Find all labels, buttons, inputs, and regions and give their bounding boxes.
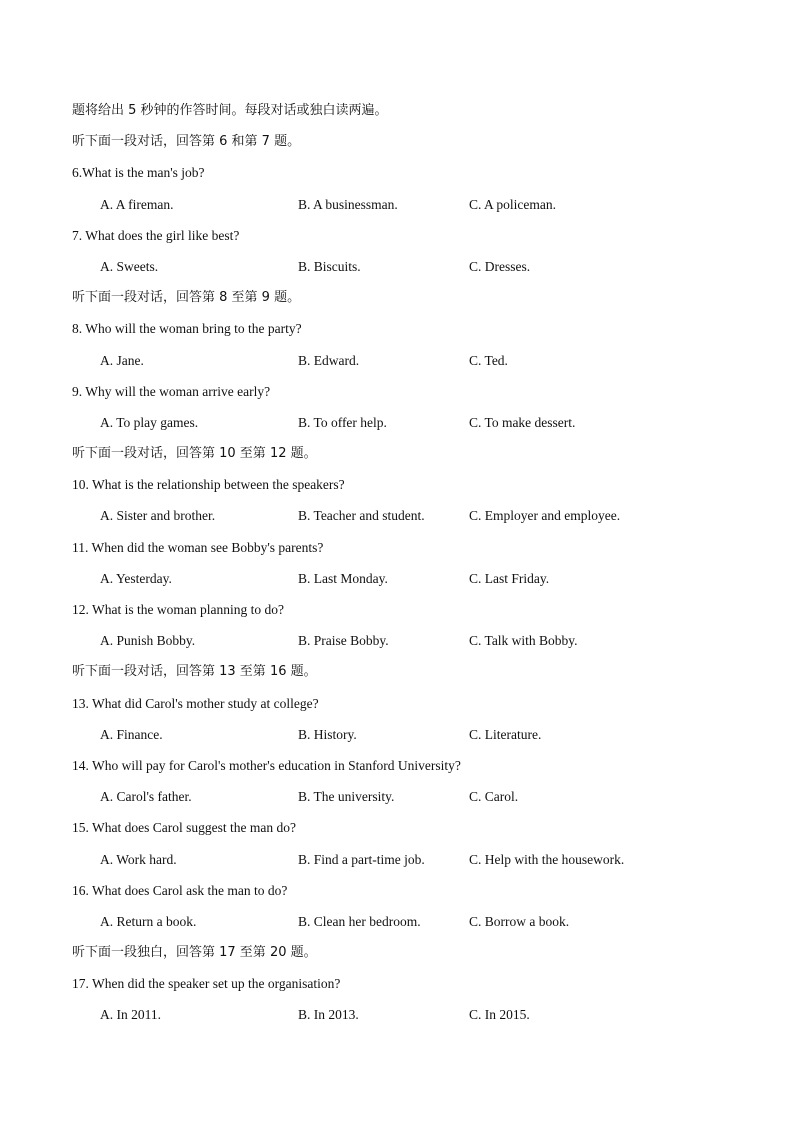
option-a: A. Sweets.	[100, 258, 159, 274]
question-text: 13. What did Carol's mother study at college?	[72, 695, 319, 711]
section-instruction: 听下面一段对话，回答第 10 至第 12 题。	[72, 446, 317, 462]
question-text: 9. Why will the woman arrive early?	[72, 383, 271, 399]
option-c: C. Borrow a book.	[469, 913, 570, 929]
option-a: A. Finance.	[100, 726, 163, 742]
answer-options	[72, 1005, 752, 1036]
section-instruction: 听下面一段对话，回答第 8 至第 9 题。	[72, 290, 301, 306]
option-b: B. Biscuits.	[298, 258, 361, 274]
option-c: C. Ted.	[469, 352, 508, 368]
section-instruction: 听下面一段对话，回答第 13 至第 16 题。	[72, 664, 317, 680]
option-c: C. To make dessert.	[469, 414, 576, 430]
option-c: C. In 2015.	[469, 1007, 530, 1023]
option-a: A. Yesterday.	[100, 570, 172, 586]
option-b: B. A businessman.	[298, 196, 398, 212]
option-c: C. Literature.	[469, 726, 542, 742]
option-c: C. Last Friday.	[469, 570, 550, 586]
option-a: A. In 2011.	[100, 1007, 161, 1023]
option-b: B. Teacher and student.	[298, 508, 425, 524]
option-b: B. Praise Bobby.	[298, 633, 389, 649]
option-c: C. Talk with Bobby.	[469, 633, 578, 649]
answer-options	[72, 912, 752, 943]
section-instruction: 听下面一段独白，回答第 17 至第 20 题。	[72, 945, 317, 961]
option-c: C. Dresses.	[469, 258, 531, 274]
option-b: B. Clean her bedroom.	[298, 913, 421, 929]
option-a: A. Work hard.	[100, 851, 177, 867]
answer-options	[72, 257, 752, 288]
answer-options	[72, 195, 752, 226]
question-text: 16. What does Carol ask the man to do?	[72, 882, 288, 898]
answer-options	[72, 506, 752, 537]
option-b: B. In 2013.	[298, 1007, 359, 1023]
section-instruction: 题将给出 5 秒钟的作答时间。每段对话或独白读两遍。	[72, 103, 388, 118]
option-a: A. Return a book.	[100, 913, 197, 929]
question-text: 17. When did the speaker set up the organisation?	[72, 976, 341, 992]
option-a: A. Sister and brother.	[100, 508, 216, 524]
answer-options	[72, 631, 752, 662]
answer-options	[72, 725, 752, 756]
exam-page	[72, 101, 752, 1037]
question-text: 11. When did the woman see Bobby's parents?	[72, 539, 324, 555]
option-a: A. Carol's father.	[100, 789, 192, 805]
option-c: C. A policeman.	[469, 196, 556, 212]
option-b: B. History.	[298, 726, 357, 742]
option-a: A. A fireman.	[100, 196, 174, 212]
option-a: A. Jane.	[100, 352, 144, 368]
option-b: B. The university.	[298, 789, 395, 805]
answer-options	[72, 850, 752, 881]
question-text: 15. What does Carol suggest the man do?	[72, 820, 296, 836]
answer-options	[72, 413, 752, 444]
answer-options	[72, 351, 752, 382]
option-c: C. Employer and employee.	[469, 508, 621, 524]
option-a: A. Punish Bobby.	[100, 633, 196, 649]
question-text: 8. Who will the woman bring to the party?	[72, 321, 302, 337]
question-text: 14. Who will pay for Carol's mother's education in Stanford University?	[72, 757, 461, 773]
answer-options	[72, 569, 752, 600]
question-text: 12. What is the woman planning to do?	[72, 602, 284, 617]
option-b: B. Edward.	[298, 352, 360, 368]
question-text: 7. What does the girl like best?	[72, 227, 240, 243]
question-text: 10. What is the relationship between the speakers?	[72, 477, 345, 493]
question-text: 6.What is the man's job?	[72, 165, 205, 181]
option-c: C. Carol.	[469, 789, 519, 805]
option-b: B. Last Monday.	[298, 570, 388, 586]
option-b: B. Find a part-time job.	[298, 851, 425, 867]
option-b: B. To offer help.	[298, 414, 387, 430]
answer-options	[72, 787, 752, 818]
option-a: A. To play games.	[100, 414, 199, 430]
section-instruction: 听下面一段对话，回答第 6 和第 7 题。	[72, 134, 301, 150]
option-c: C. Help with the housework.	[469, 851, 625, 867]
